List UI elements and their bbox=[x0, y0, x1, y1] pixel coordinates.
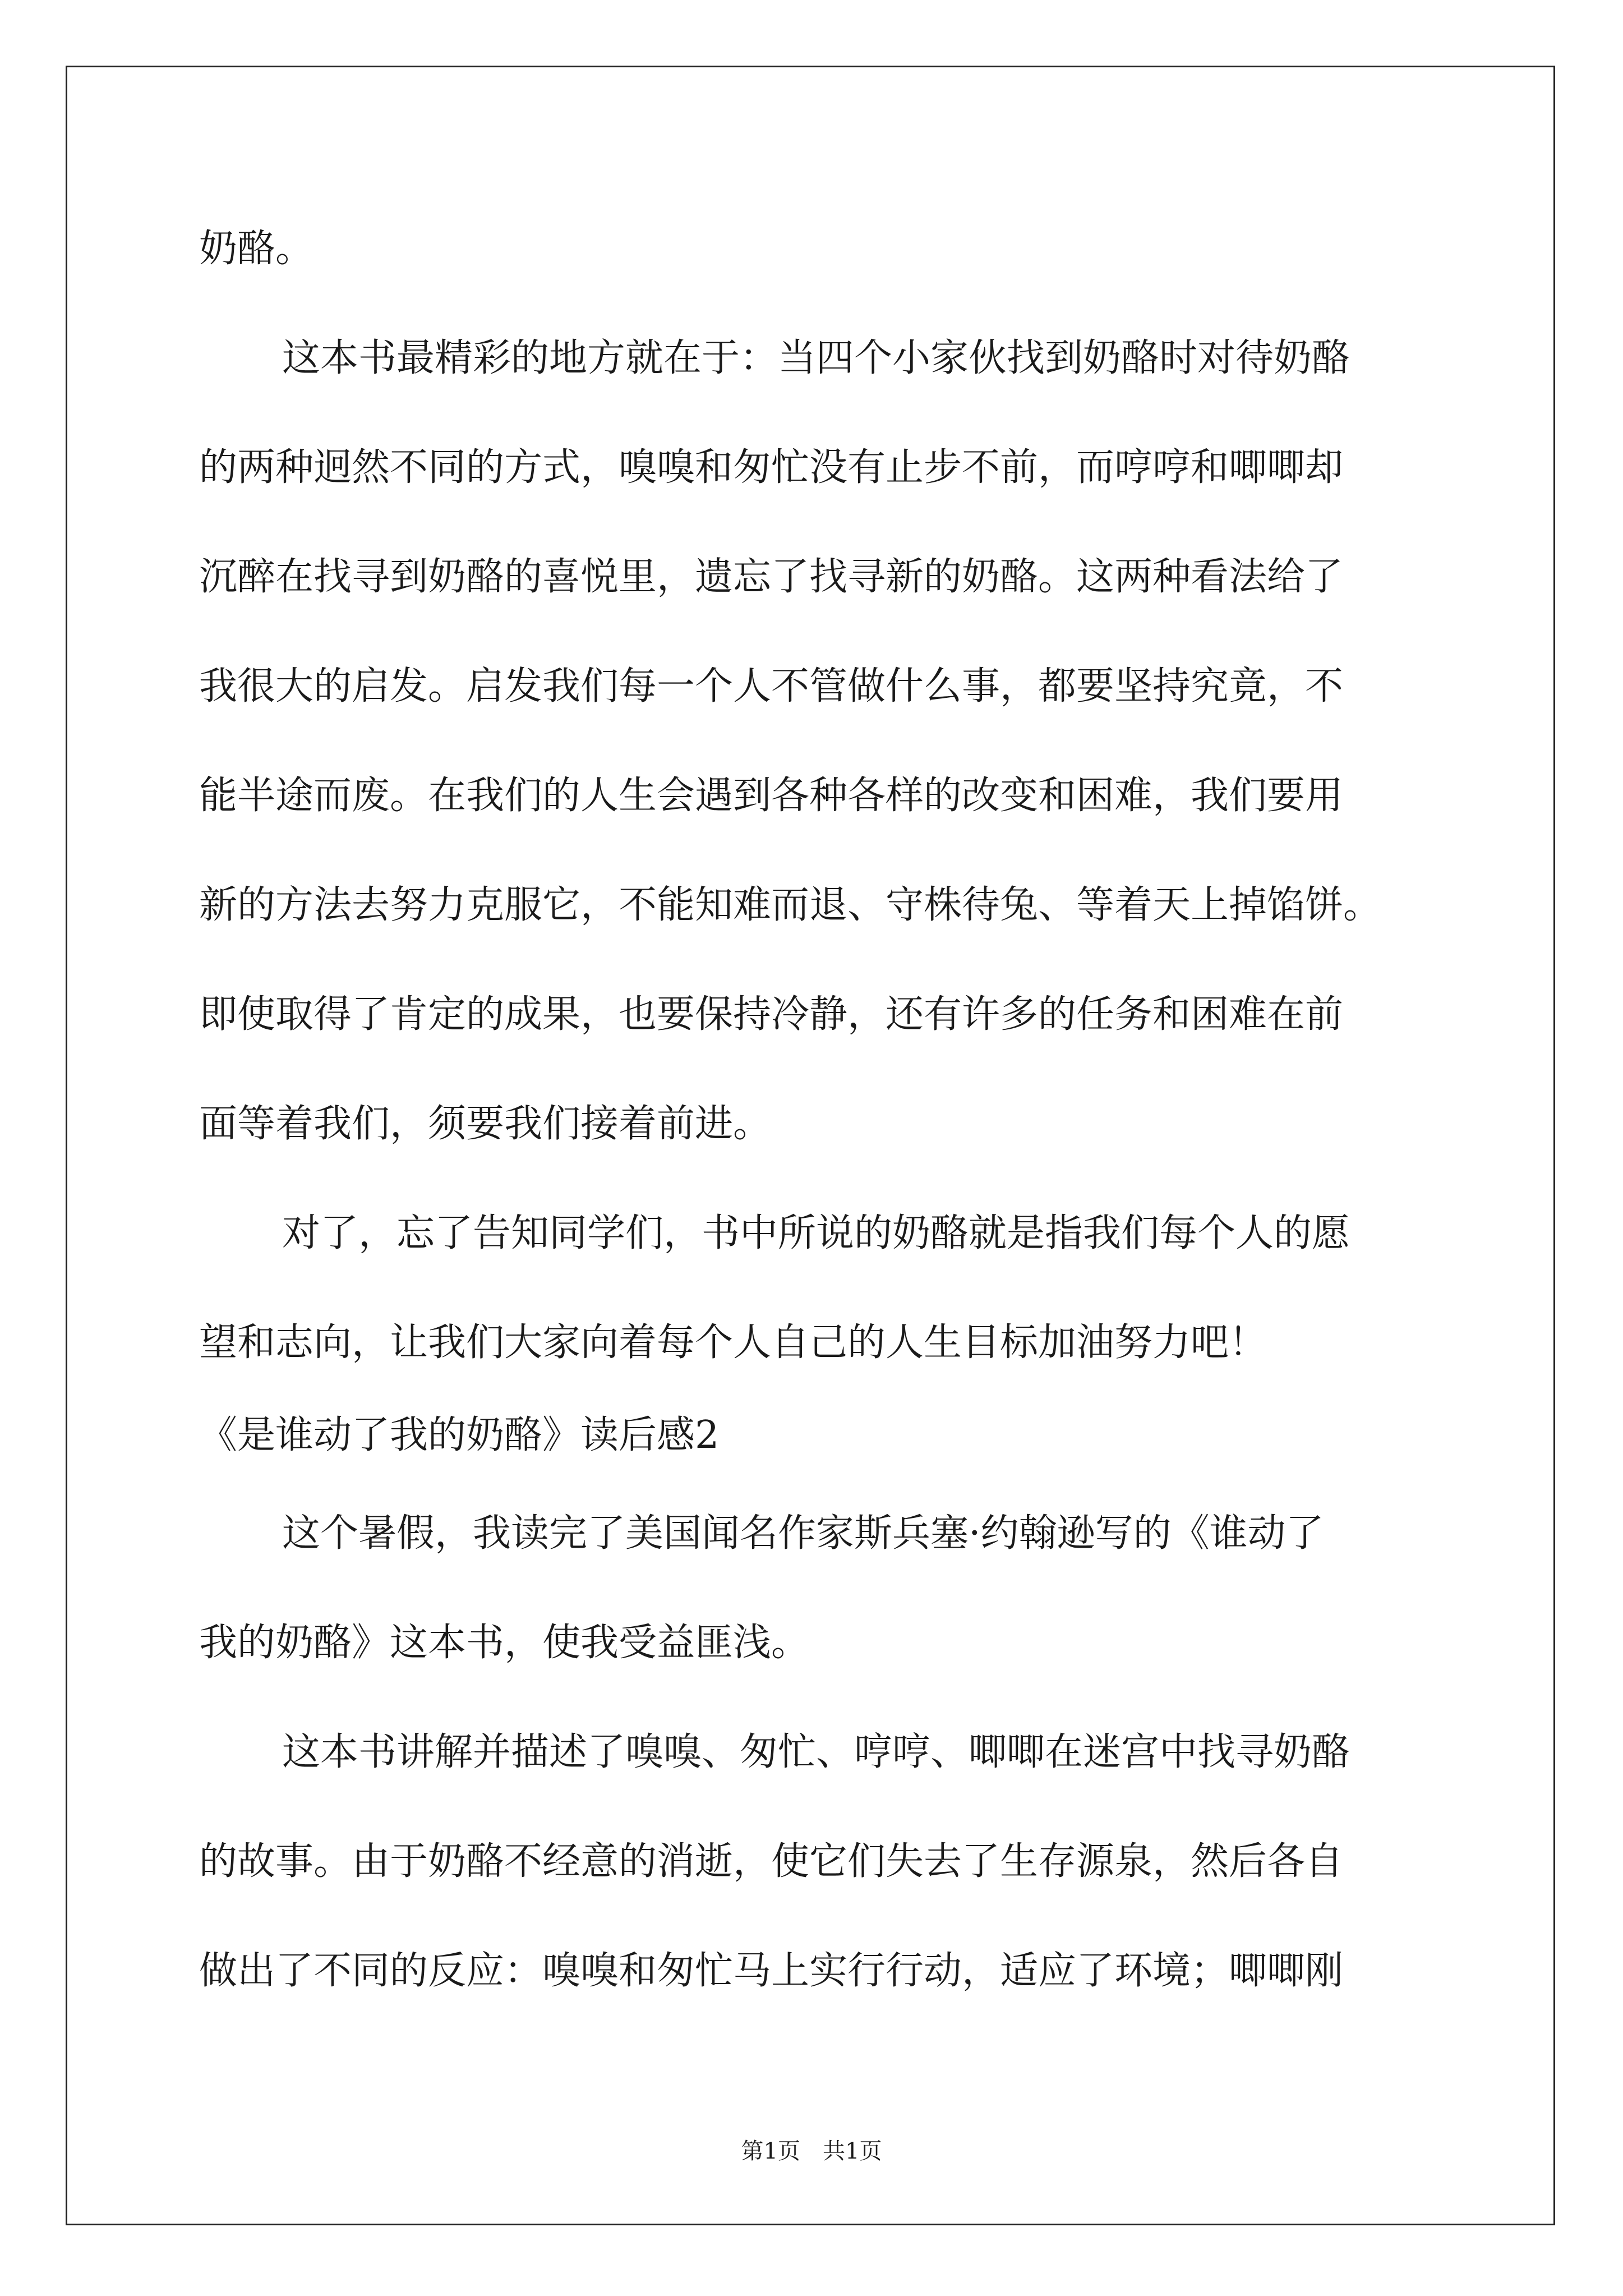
paragraph-line: 的故事。由于奶酪不经意的消逝，使它们失去了生存源泉，然后各自 bbox=[199, 1839, 1344, 1884]
paragraph-line: 即使取得了肯定的成果，也要保持冷静，还有许多的任务和困难在前 bbox=[199, 992, 1344, 1037]
paragraph-line: 面等着我们，须要我们接着前进。 bbox=[199, 1102, 772, 1146]
paragraph-line: 我很大的启发。启发我们每一个人不管做什么事，都要坚持究竟，不 bbox=[199, 664, 1344, 708]
page-footer: 第1页 共1页 bbox=[741, 2138, 882, 2164]
paragraph-line: 新的方法去努力克服它，不能知难而退、守株待兔、等着天上掉馅饼。 bbox=[199, 883, 1382, 927]
paragraph-line: 沉醉在找寻到奶酪的喜悦里，遗忘了找寻新的奶酪。这两种看法给了 bbox=[199, 555, 1344, 599]
section-heading: 《是谁动了我的奶酪》读后感2 bbox=[199, 1413, 720, 1457]
paragraph-line: 的两种迥然不同的方式，嗅嗅和匆忙没有止步不前，而哼哼和唧唧却 bbox=[199, 445, 1344, 490]
paragraph-line: 做出了不同的反应：嗅嗅和匆忙马上实行行动，适应了环境；唧唧刚 bbox=[199, 1949, 1344, 1993]
paragraph-line: 我的奶酪》这本书，使我受益匪浅。 bbox=[199, 1621, 810, 1665]
paragraph-line: 能半途而废。在我们的人生会遇到各种各样的改变和困难，我们要用 bbox=[199, 774, 1344, 818]
paragraph-line: 这个暑假，我读完了美国闻名作家斯兵塞·约翰逊写的《谁动了 bbox=[282, 1511, 1324, 1556]
paragraph-line: 对了，忘了告知同学们，书中所说的奶酪就是指我们每个人的愿 bbox=[282, 1211, 1350, 1255]
paragraph-line: 这本书讲解并描述了嗅嗅、匆忙、哼哼、唧唧在迷宫中找寻奶酪 bbox=[282, 1730, 1350, 1774]
paragraph-line: 望和志向，让我们大家向着每个人自己的人生目标加油努力吧！ bbox=[199, 1320, 1267, 1365]
paragraph-line: 奶酪。 bbox=[199, 227, 314, 271]
paragraph-line: 这本书最精彩的地方就在于：当四个小家伙找到奶酪时对待奶酪 bbox=[282, 336, 1350, 380]
